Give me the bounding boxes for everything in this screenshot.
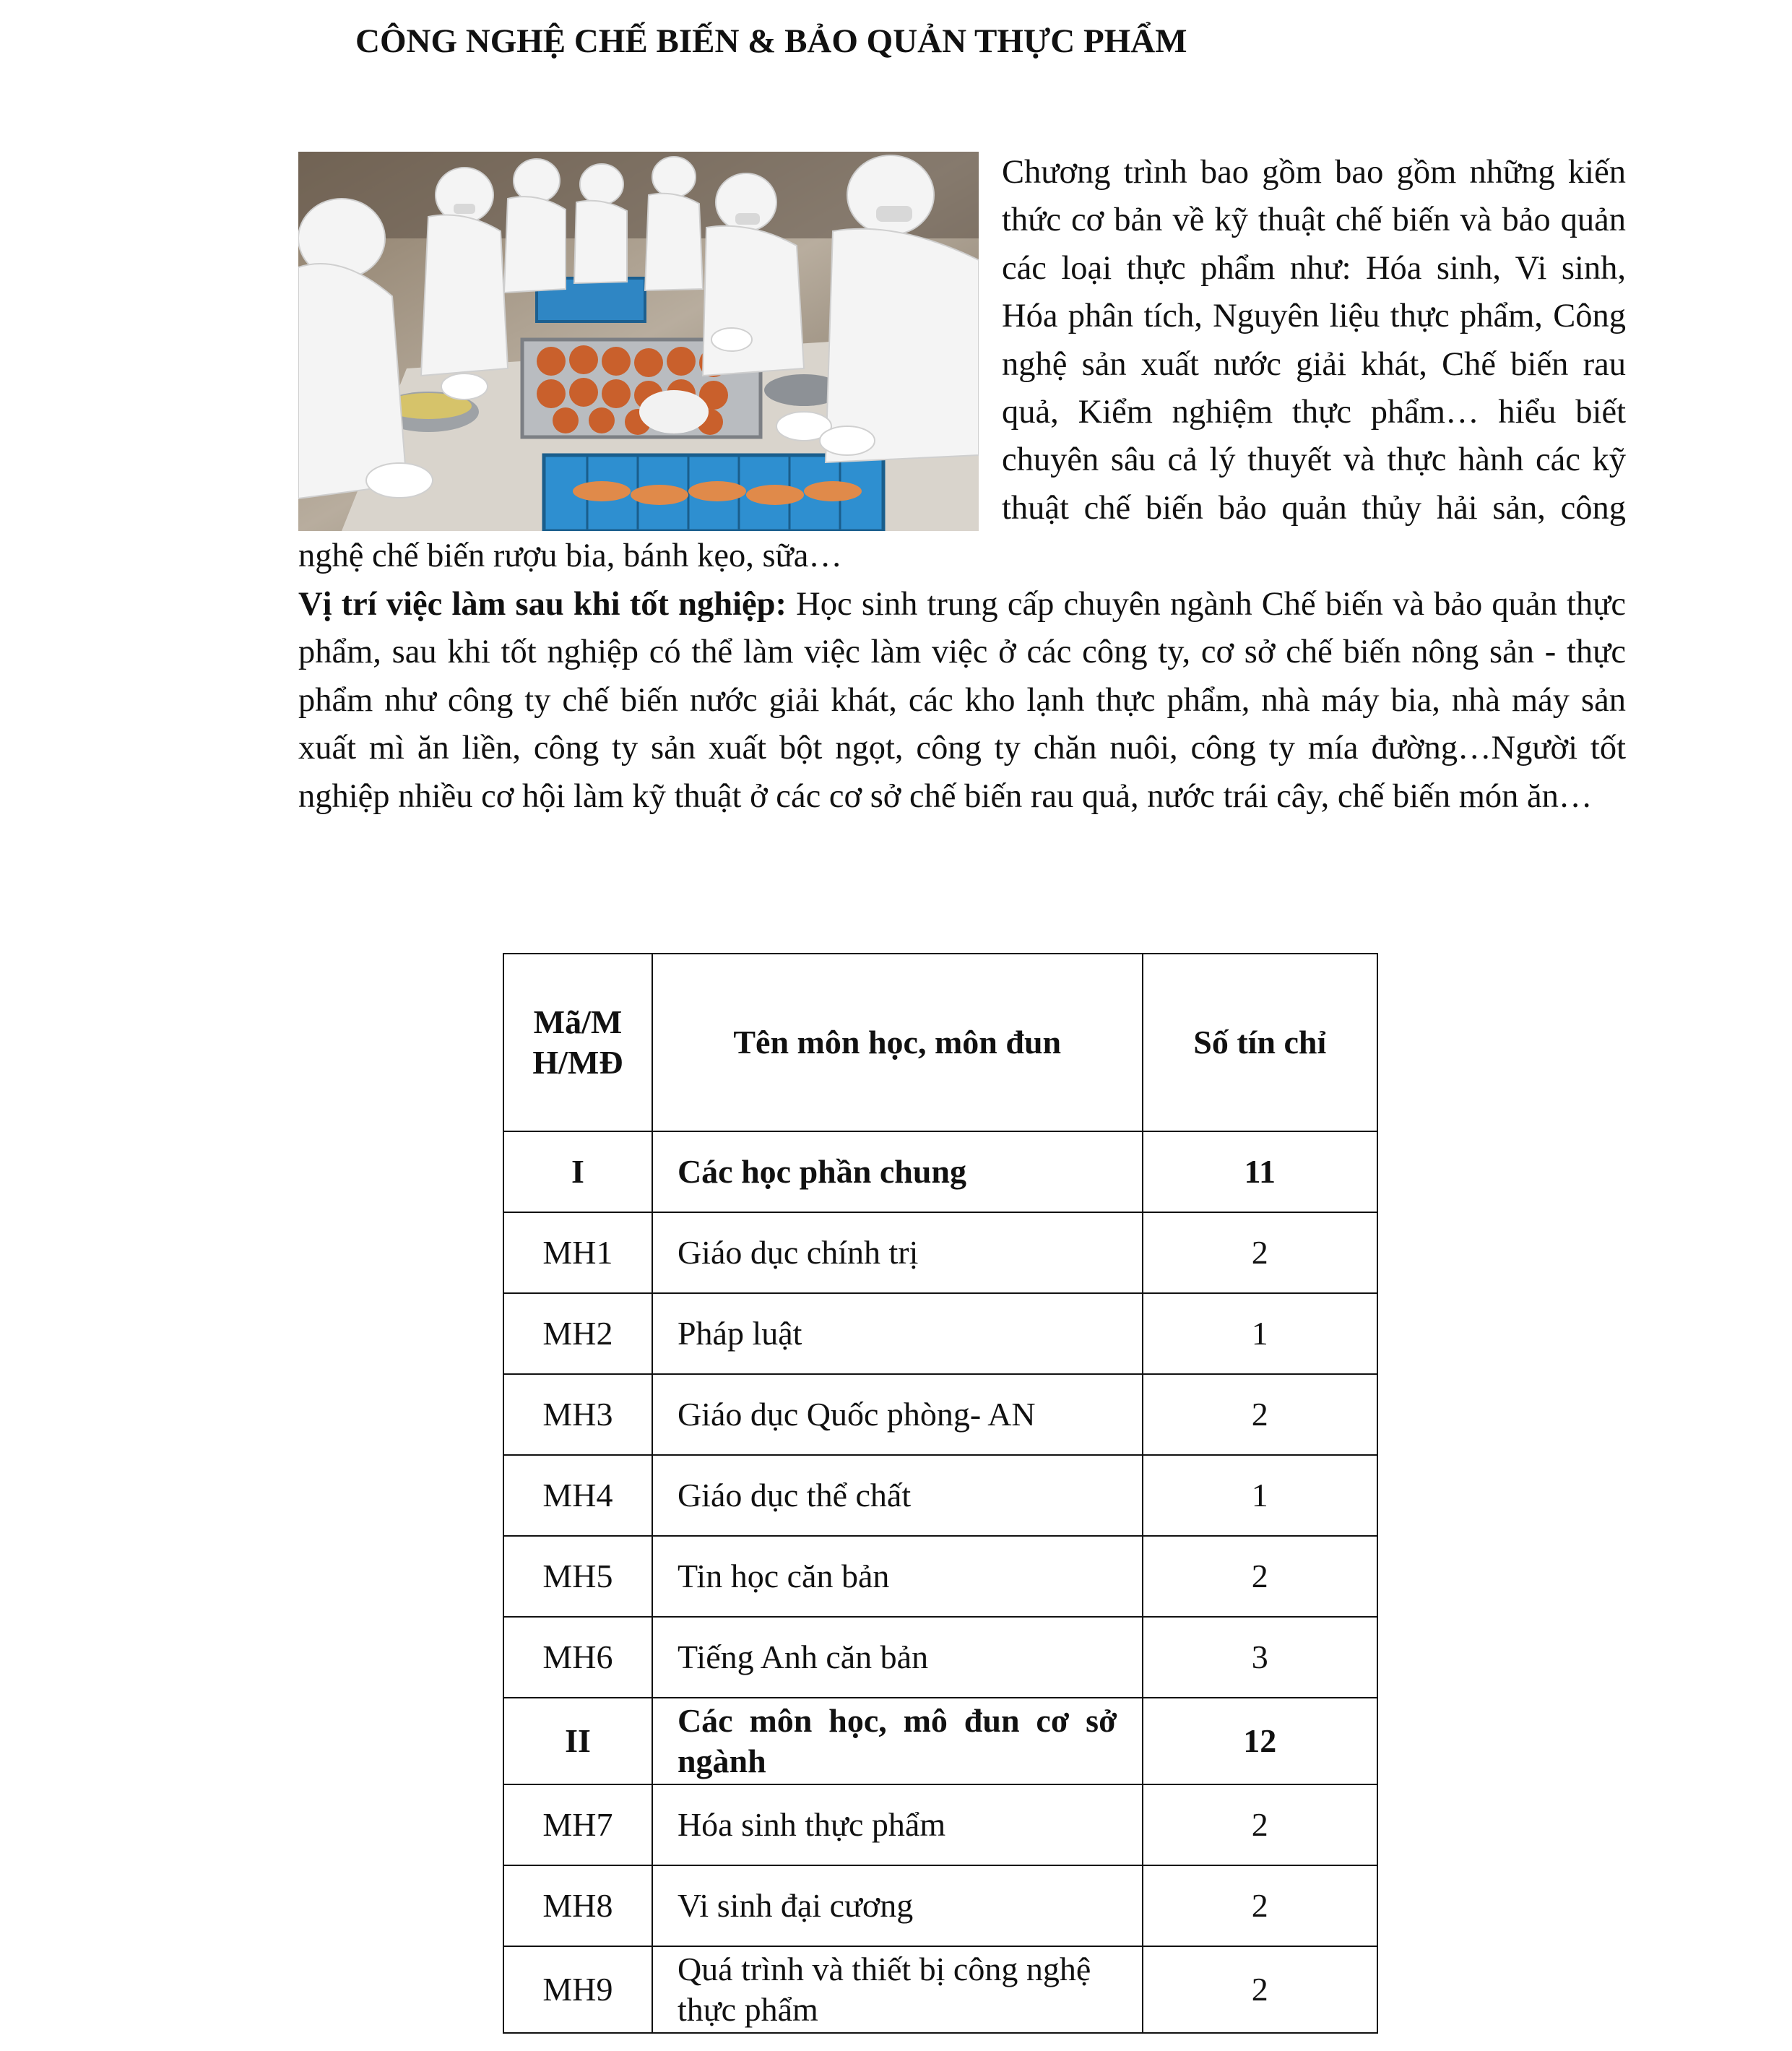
- credits-cell: 2: [1143, 1374, 1377, 1455]
- table-row: [503, 1293, 1377, 1374]
- subject-name-cell: Hóa sinh thực phẩm: [652, 1784, 1143, 1865]
- table-row: [503, 1131, 1377, 1212]
- code-cell: I: [503, 1131, 652, 1212]
- code-cell: II: [503, 1698, 652, 1784]
- table-row: [503, 1617, 1377, 1698]
- credits-cell: 2: [1143, 1212, 1377, 1293]
- credits-cell: 11: [1143, 1131, 1377, 1212]
- credits-cell: 3: [1143, 1617, 1377, 1698]
- curriculum-table: [503, 953, 1378, 2034]
- program-description: [298, 149, 1626, 581]
- code-cell: MH6: [503, 1617, 652, 1698]
- table-header-row: [503, 954, 1377, 1131]
- photo-float-spacer: [298, 149, 1002, 532]
- subject-name-cell: Tin học căn bản: [652, 1536, 1143, 1617]
- credits-cell: 2: [1143, 1865, 1377, 1946]
- credits-cell: 1: [1143, 1455, 1377, 1536]
- code-cell: MH3: [503, 1374, 652, 1455]
- job-positions-label: Vị trí việc làm sau khi tốt nghiệp:: [298, 586, 787, 623]
- header-credits: Số tín chỉ: [1143, 954, 1377, 1131]
- credits-cell: 2: [1143, 1946, 1377, 2033]
- table-row: [503, 1865, 1377, 1946]
- page-title: CÔNG NGHỆ CHẾ BIẾN & BẢO QUẢN THỰC PHẨM: [355, 22, 1187, 60]
- table-row: [503, 1698, 1377, 1784]
- subject-name-cell: Pháp luật: [652, 1293, 1143, 1374]
- code-cell: MH7: [503, 1784, 652, 1865]
- table-row: [503, 1374, 1377, 1455]
- code-cell: MH1: [503, 1212, 652, 1293]
- table-row: [503, 1212, 1377, 1293]
- credits-cell: 2: [1143, 1784, 1377, 1865]
- header-code: Mã/M H/MĐ: [503, 954, 652, 1131]
- program-description-text: Chương trình bao gồm bao gồm những kiến thức cơ bản về kỹ thuật chế biến và bảo quản các loại thực phẩm như: Hóa sinh, Vi sinh, Hóa phân tích, Nguyên liệu thực phẩm, Công nghệ sản xuất nước giải khát, Chế biến rau quả, Kiểm nghiệm thực phẩm… hiểu biết chuyên sâu cả lý thuyết và thực hành các kỹ thuật chế biến bảo quản thủy hải sản, công nghệ chế biến rượu bia, bánh kẹo, sữa…: [298, 154, 1626, 575]
- table-row: [503, 1536, 1377, 1617]
- subject-name-cell: Các học phần chung: [652, 1131, 1143, 1212]
- subject-name-cell: Giáo dục thể chất: [652, 1455, 1143, 1536]
- header-subject-name: Tên môn học, môn đun: [652, 954, 1143, 1131]
- table-row: [503, 1455, 1377, 1536]
- code-cell: MH5: [503, 1536, 652, 1617]
- code-cell: MH9: [503, 1946, 652, 2033]
- credits-cell: 2: [1143, 1536, 1377, 1617]
- subject-name-cell: Vi sinh đại cương: [652, 1865, 1143, 1946]
- subject-name-cell: Tiếng Anh căn bản: [652, 1617, 1143, 1698]
- job-positions-text: Học sinh trung cấp chuyên ngành Chế biến và bảo quản thực phẩm, sau khi tốt nghiệp có thể làm việc làm việc ở các công ty, cơ sở chế biến nông sản - thực phẩm như công ty chế biến nước giải khát, các kho lạnh thực phẩm, nhà máy bia, nhà máy sản xuất mì ăn liền, công ty sản xuất bột ngọt, công ty chăn nuôi, công ty mía đường…Người tốt nghiệp nhiều cơ hội làm kỹ thuật ở các cơ sở chế biến rau quả, nước trái cây, chế biến món ăn…: [298, 586, 1626, 815]
- subject-name-cell: Giáo dục chính trị: [652, 1212, 1143, 1293]
- credits-cell: 12: [1143, 1698, 1377, 1784]
- table-row: [503, 1946, 1377, 2033]
- job-positions-paragraph: [298, 581, 1626, 821]
- code-cell: MH8: [503, 1865, 652, 1946]
- subject-name-cell: Quá trình và thiết bị công nghệ thực phẩm: [652, 1946, 1143, 2033]
- code-cell: MH2: [503, 1293, 652, 1374]
- subject-name-cell: Giáo dục Quốc phòng- AN: [652, 1374, 1143, 1455]
- credits-cell: 1: [1143, 1293, 1377, 1374]
- subject-name-cell: Các môn học, mô đun cơ sở ngành: [652, 1698, 1143, 1784]
- code-cell: MH4: [503, 1455, 652, 1536]
- table-row: [503, 1784, 1377, 1865]
